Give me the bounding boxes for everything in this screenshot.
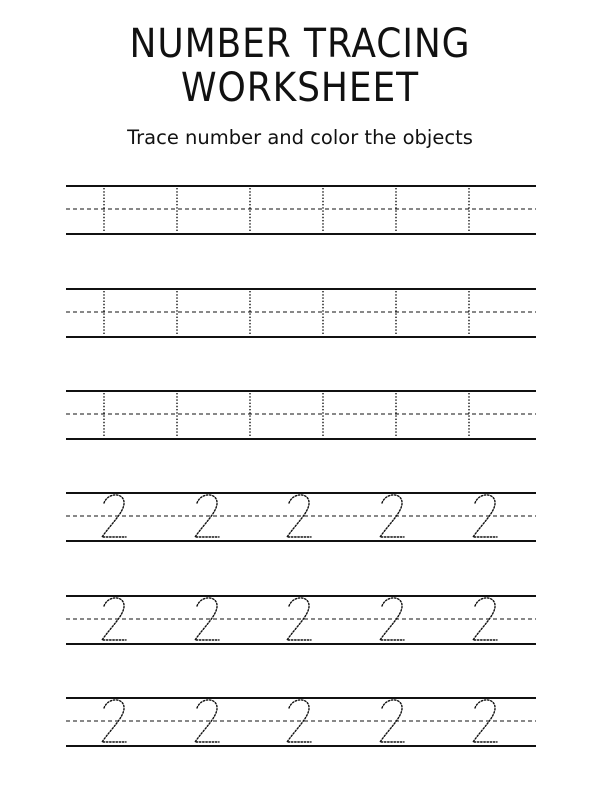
tracing-row — [66, 389, 536, 441]
tracing-row — [66, 287, 536, 339]
tracing-guide-lines — [66, 389, 536, 441]
worksheet-title-line-2: WORKSHEET — [180, 65, 420, 111]
tracing-row — [66, 594, 536, 646]
tracing-row — [66, 184, 536, 236]
tracing-guide-lines — [66, 184, 536, 236]
tracing-row — [66, 491, 536, 543]
worksheet-title-line-1: NUMBER TRACING — [129, 21, 471, 67]
tracing-guide-lines — [66, 696, 536, 748]
tracing-row — [66, 696, 536, 748]
tracing-guide-lines — [66, 491, 536, 543]
worksheet-instruction: Trace number and color the objects — [127, 126, 473, 149]
tracing-guide-lines — [66, 287, 536, 339]
tracing-guide-lines — [66, 594, 536, 646]
